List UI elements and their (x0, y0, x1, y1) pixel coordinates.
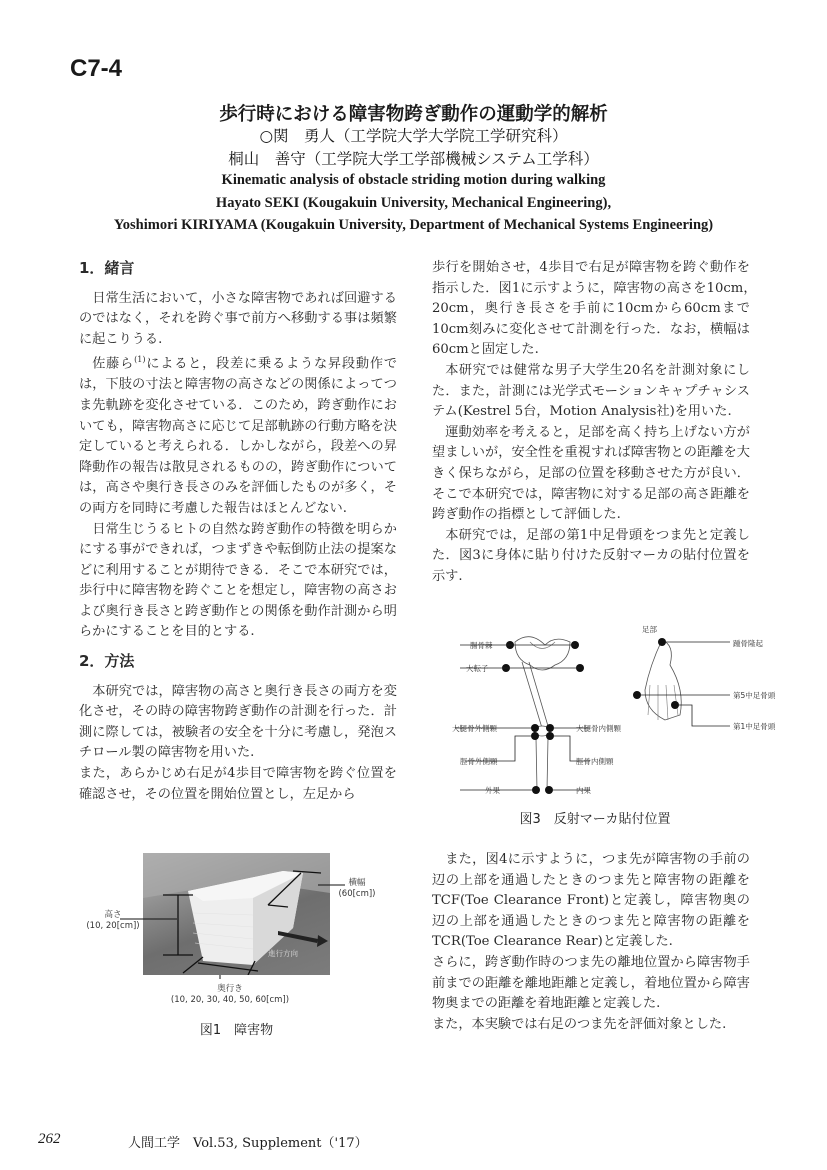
method-paragraph-7: さらに，跨ぎ動作時のつま先の離地位置から障害物手前までの距離を離地距離と定義し，着地位置から障害物奥までの距離を着地距離と定義した. (432, 954, 750, 1012)
intro-paragraph-3: 日常生じうるヒトの自然な跨ぎ動作の特徴を明らかにする事ができれば，つまずきや転倒防止法の提案などに利用することが期待できる．そこで本研究では，歩行中に障害物を跨ぐことを想定し，障害物の高さおよび奥行き長さと跨ぎ動作との関係を動作計測から明らかにすることを目的とする. (79, 521, 397, 640)
session-code: C7-4 (70, 55, 123, 82)
marker-label-foot: 足部 (642, 625, 657, 634)
method-paragraph-4: 運動効率を考えると，足部を高く持ち上げない方が望ましいが，安全性を重視すれば障害物との距離を大きく保ちながら，足部の位置を移動させた方が良い．そこで本研究では，障害物に対する足部の高さ距離を跨ぎ動作の指標として評価した. (432, 424, 750, 523)
direction-label: 進行方向 (268, 949, 298, 958)
citation-ref: (1) (134, 355, 146, 365)
intro-p2-text-cont: によると，段差に乗るような昇段動作では，下肢の寸法と障害物の高さなどの関係によってつま先軌跡を変化させている．このため，跨ぎ動作においても，障害物高さに応じて足部軌跡の行動方略を決定していると考えられる．しかしながら，段差への昇降動作の報告は散見されるものの，跨ぎ動作については，高さや奥行き長さのみを評価したものが多く，その両方を同時に考慮した報告はほとんどない. (79, 356, 398, 516)
intro-p2-text: 佐藤ら (92, 356, 135, 372)
marker-label-lateral-tibial-condyle: 脛骨外側顆 (460, 757, 498, 766)
author-line-ja-2: 桐山 善守（工学院大学工学部機械システム工学科） (228, 150, 599, 168)
height-label-value: (10, 20[cm]) (86, 921, 140, 931)
marker-label-greater-trochanter: 大転子 (466, 664, 489, 673)
figure-3-caption: 図3 反射マーカ貼付位置 (519, 812, 671, 827)
marker-label-lateral-femoral-condyle: 大腿骨外側顆 (452, 724, 497, 733)
figure-1-caption: 図1 障害物 (199, 1023, 274, 1038)
marker-label-calcaneal-tuberosity: 踵骨隆起 (733, 639, 763, 648)
height-label (83, 910, 143, 932)
intro-paragraph-1: 日常生活において，小さな障害物であれば回避するのではなく，それを跨ぐ事で前方へ移動する事は頻繁に起こりうる. (79, 290, 397, 347)
section-heading-intro: 1．緒言 (79, 259, 135, 277)
right-column-bottom (432, 850, 750, 1035)
depth-label-text: 奥行き (217, 984, 243, 994)
marker-label-medial-malleolus: 内果 (576, 786, 591, 795)
author-line-en-1: Hayato SEKI (Kougakuin University, Mechanical Engineering), (215, 195, 612, 211)
width-label-value: (60[cm]) (338, 889, 376, 899)
height-label-text: 高さ (104, 910, 122, 920)
section-heading-method: 2．方法 (79, 652, 135, 671)
method-paragraph-6: また，図4に示すように，つま先が障害物の手前の辺の上部を通過したときのつま先と障害物の距離をTCF(Toe Clearance Front)と定義し，障害物奥の辺の上部を通過したときのつま先と障害物の距離をTCR(Toe Clearance Rear)と定義した. (432, 852, 750, 950)
marker-label-first-metatarsal-head: 第1中足骨頭 (733, 722, 776, 731)
width-label-text: 横幅 (348, 878, 366, 888)
method-paragraph-2: また，あらかじめ右足が4歩目で障害物を跨ぐ位置を確認させ，その位置を開始位置とし，左足から (79, 766, 397, 802)
left-column (79, 258, 397, 805)
method-paragraph-8: また，本実験では右足のつま先を評価対象とした. (432, 1016, 727, 1032)
marker-label-iliac-spine: 腸骨棘 (470, 641, 493, 650)
author-line-en-2: Yoshimori KIRIYAMA (Kougakuin University, Department of Mechanical Systems Engineering) (113, 217, 714, 233)
method-paragraph-1: 本研究では，障害物の高さと奥行き長さの両方を変化させ，その時の障害物跨ぎ動作の計測を行った．計測に際しては，被験者の安全を十分に考慮し，発泡スチロール製の障害物を用いた. (79, 683, 397, 761)
paper-title-en: Kinematic analysis of obstacle striding motion during walking (221, 172, 606, 188)
author-line-ja-1: ○関 勇人（工学院大学大学院工学研究科） (259, 127, 568, 145)
width-label (331, 878, 383, 900)
intro-paragraph-2 (79, 350, 397, 519)
method-paragraph-2-cont: 歩行を開始させ，4歩目で右足が障害物を跨ぐ動作を指示した．図1に示すように，障害物の高さを10cm， 20cm，奥行き長さを手前に10cmから60cmまで10cm刻みに変化させて計測を行った．なお，横幅は60cmと固定した. (432, 260, 764, 358)
paper-title-ja: 歩行時における障害物跨ぎ動作の運動学的解析 (219, 104, 608, 125)
method-paragraph-3: 本研究では健常な男子大学生20名を計測対象にした．また，計測には光学式モーションキャプチャシステム(Kestrel 5台，Motion Analysis社)を用いた. (432, 362, 750, 420)
depth-label-value: (10, 20, 30, 40, 50, 60[cm]) (170, 995, 290, 1005)
method-paragraph-5: 本研究では，足部の第1中足骨頭をつま先と定義した．図3に身体に貼り付けた反射マーカの貼付位置を示す. (432, 527, 750, 584)
marker-label-medial-tibial-condyle: 脛骨内側顆 (576, 757, 614, 766)
marker-label-medial-femoral-condyle: 大腿骨内側顆 (576, 724, 621, 733)
depth-label (160, 984, 300, 1006)
page-number: 262 (38, 1131, 61, 1147)
journal-citation: 人間工学 Vol.53, Supplement（'17） (128, 1136, 368, 1151)
marker-label-lateral-malleolus: 外果 (485, 786, 500, 795)
marker-label-fifth-metatarsal-head: 第5中足骨頭 (733, 691, 776, 700)
right-column-top (432, 258, 764, 588)
